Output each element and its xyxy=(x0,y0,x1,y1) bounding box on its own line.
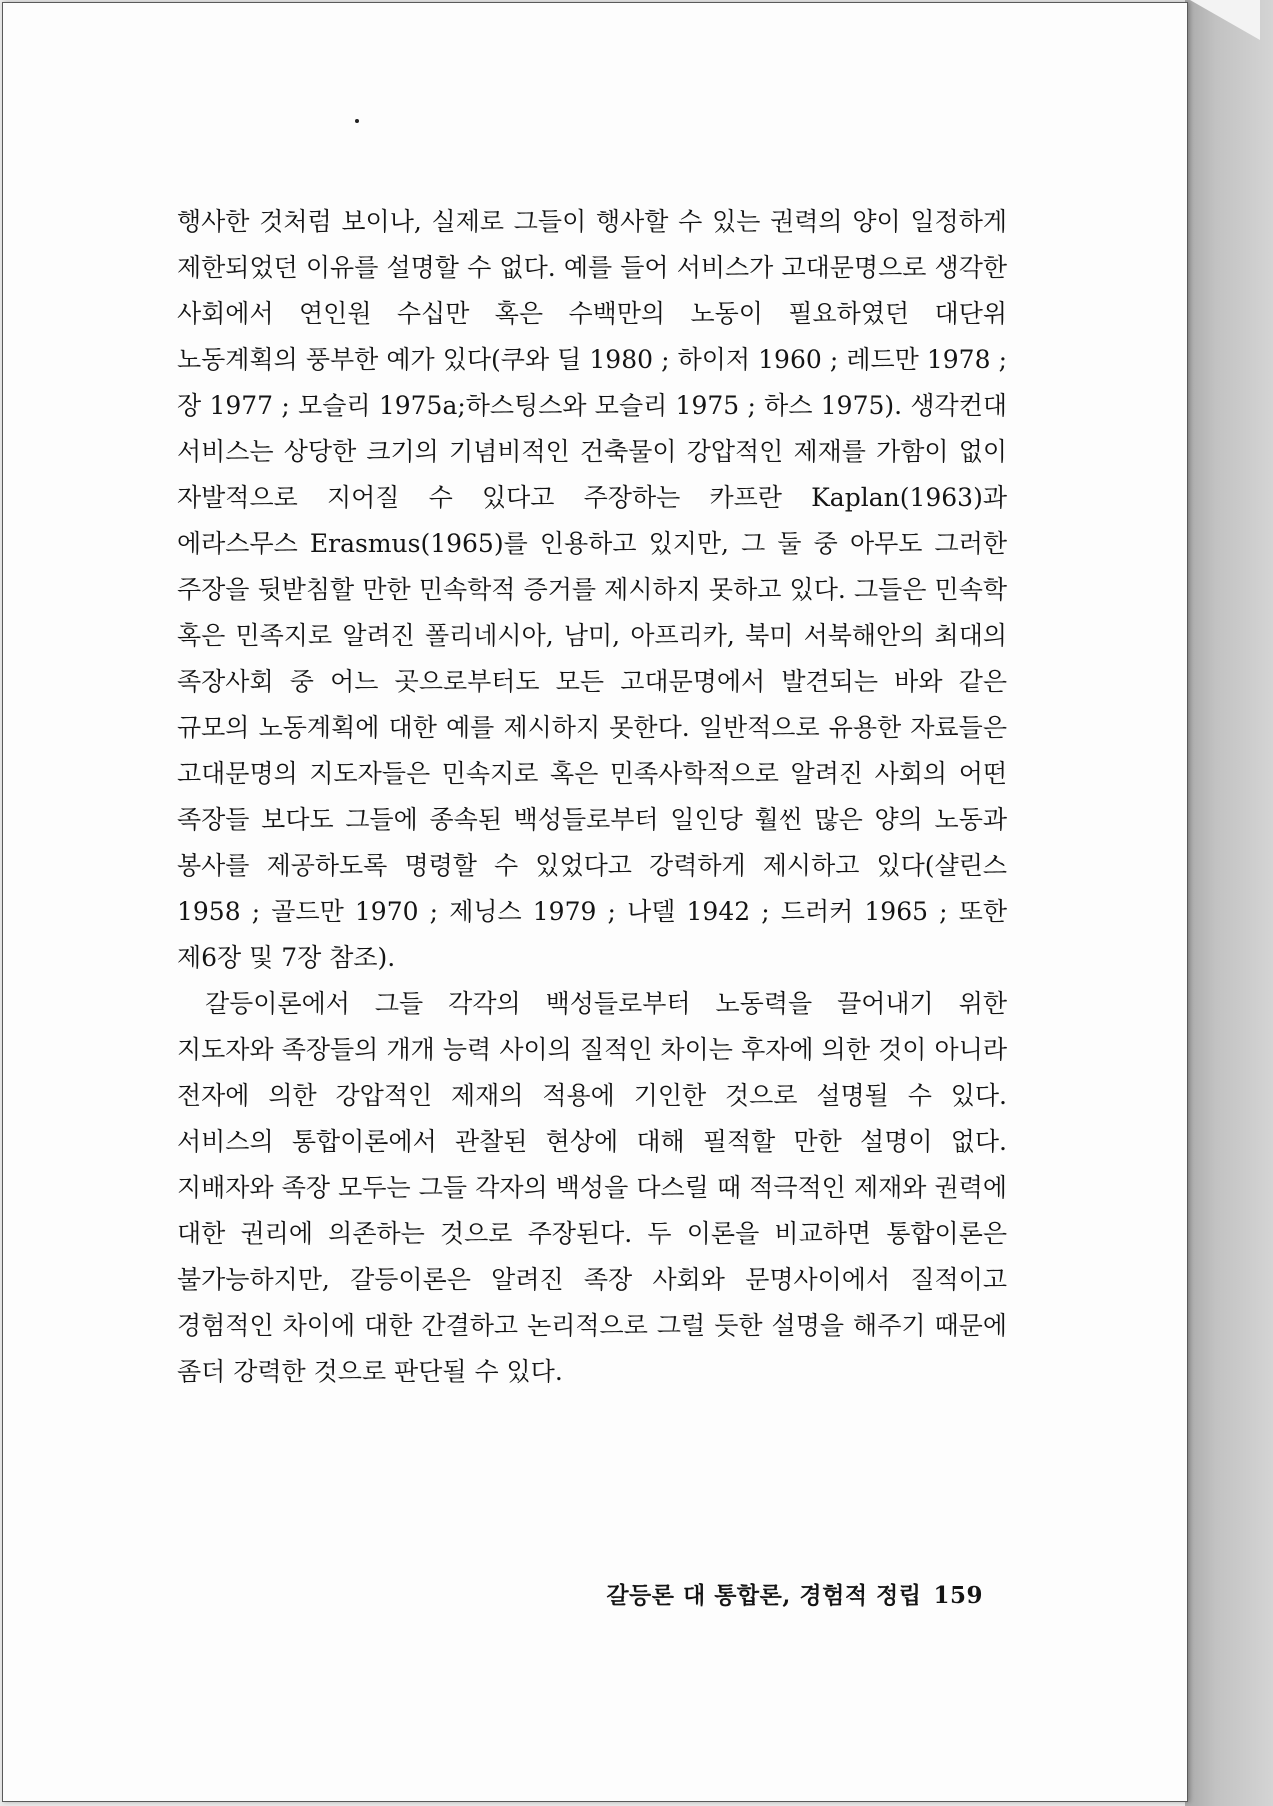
page-stack-edge xyxy=(1185,0,1273,1806)
page-footer xyxy=(563,1577,983,1610)
running-title: 갈등론 대 통합론, 경험적 정립 xyxy=(606,1582,922,1609)
paragraph-1: 행사한 것처럼 보이나, 실제로 그들이 행사할 수 있는 권력의 양이 일정하게 제한되었던 이유를 설명할 수 없다. 예를 들어 서비스가 고대문명으로 생각한 사회에서 연인원 수십만 혹은 수백만의 노동이 필요하였던 대단위 노동계획의 풍부한 예가 있다(쿠와 딜 1980 ; 하이저 1960 ; 레드만 1978 ; 장 1977 ; 모슬리 1975a;하스팅스와 모슬리 1975 ; 하스 1975). 생각컨대 서비스는 상당한 크기의 기념비적인 건축물이 강압적인 제재를 가함이 없이 자발적으로 지어질 수 있다고 주장하는 카프란 Kaplan(1963)과 에라스무스 Erasmus(1965)를 인용하고 있지만, 그 둘 중 아무도 그러한 주장을 뒷받침할 만한 민속학적 증거를 제시하지 못하고 있다. 그들은 민속학 혹은 민족지로 알려진 폴리네시아, 남미, 아프리카, 북미 서북해안의 최대의 족장사회 중 어느 곳으로부터도 모든 고대문명에서 발견되는 바와 같은 규모의 노동계획에 대한 예를 제시하지 못한다. 일반적으로 유용한 자료들은 고대문명의 지도자들은 민속지로 혹은 민족사학적으로 알려진 사회의 어떤 족장들 보다도 그들에 종속된 백성들로부터 일인당 훨씬 많은 양의 노동과 봉사를 제공하도록 명령할 수 있었다고 강력하게 제시하고 있다(샬린스 1958 ; 골드만 1970 ; 제닝스 1979 ; 나델 1942 ; 드러커 1965 ; 또한 제6장 및 7장 참조). xyxy=(177,207,1007,972)
page-number: 159 xyxy=(933,1582,983,1609)
print-speck xyxy=(355,119,359,123)
body-text xyxy=(177,199,1007,1395)
book-page xyxy=(2,2,1188,1802)
paragraph-2: 갈등이론에서 그들 각각의 백성들로부터 노동력을 끌어내기 위한 지도자와 족장들의 개개 능력 사이의 질적인 차이는 후자에 의한 것이 아니라 전자에 의한 강압적인 제재의 적용에 기인한 것으로 설명될 수 있다. 서비스의 통합이론에서 관찰된 현상에 대해 필적할 만한 설명이 없다. 지배자와 족장 모두는 그들 각자의 백성을 다스릴 때 적극적인 제재와 권력에 대한 권리에 의존하는 것으로 주장된다. 두 이론을 비교하면 통합이론은 불가능하지만, 갈등이론은 알려진 족장 사회와 문명사이에서 질적이고 경험적인 차이에 대한 간결하고 논리적으로 그럴 듯한 설명을 해주기 때문에 좀더 강력한 것으로 판단될 수 있다. xyxy=(177,989,1007,1386)
